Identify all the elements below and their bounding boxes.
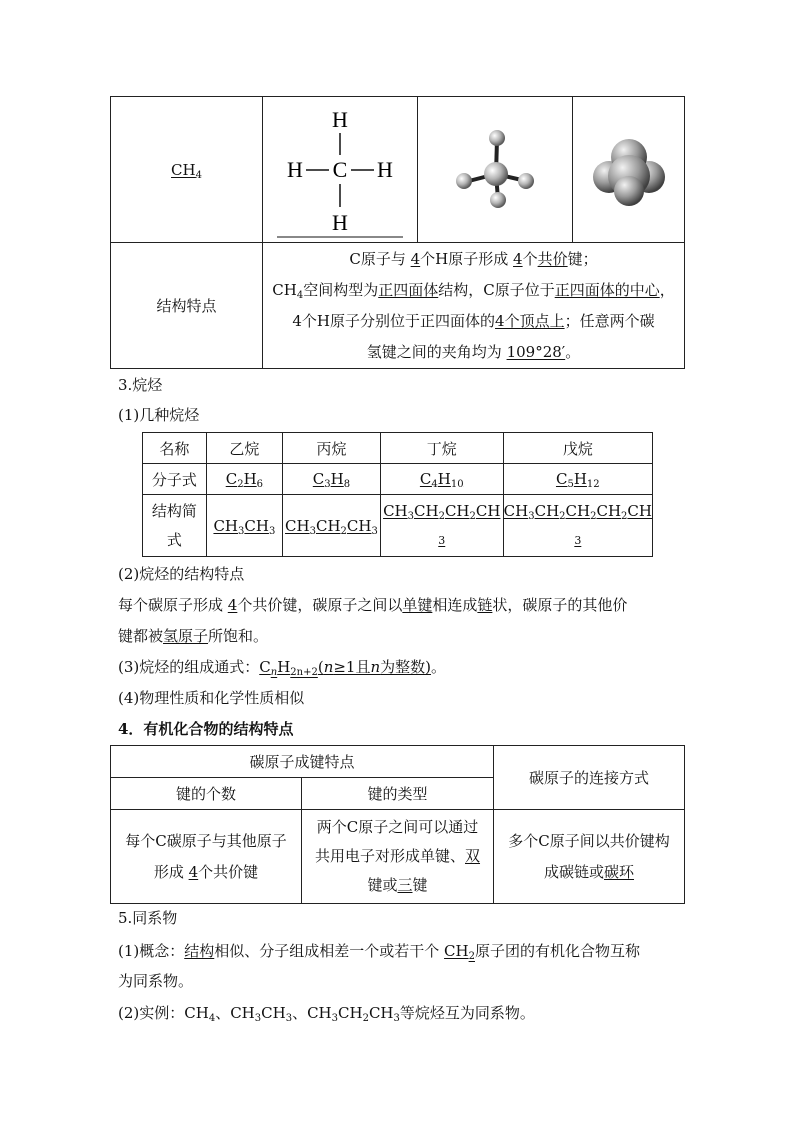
structure-line: C原子与 4个H原子形成 4个共价键； [349, 249, 598, 268]
section5-heading: 5.同系物 [118, 909, 178, 927]
alkane-header: 名称 [143, 433, 207, 464]
simple-formula: $CH_3CH_3$ [206, 495, 282, 557]
section3-sub2-line2: 键都被氢原子所饱和。 [118, 627, 269, 645]
molecular-formula: $C_5H_{12}$ [503, 464, 652, 495]
simple-formula: $CH_3CH_2CH_3$ [283, 495, 381, 557]
alkane-header: 丙烷 [283, 433, 381, 464]
methane-name: $CH_4$ [171, 160, 202, 181]
atom-h-bottom: H [332, 210, 348, 235]
ball-stick-model-cell [418, 97, 573, 243]
section3-heading: 3.烷烃 [118, 376, 163, 394]
structural-formula-cell [263, 97, 418, 243]
section5-concept-line1: (1)概念：结构相似、分子组成相差一个或若干个 $CH_2$原子团的有机化合物互称 [118, 942, 640, 962]
molecular-formula: $C_2H_6$ [206, 464, 282, 495]
simple-formula: $CH_3CH_2CH_2CH$ 3 [380, 495, 503, 557]
structure-line: 氢键之间的夹角均为 109°28′。 [366, 342, 581, 361]
structure-line: 4个H原子分别位于正四面体的4个顶点上；任意两个碳 [292, 311, 655, 330]
bond-count-cell: 每个C碳原子与其他原子 形成 4个共价键 [111, 810, 302, 904]
space-filling-model-cell [573, 97, 685, 243]
methane-structural-formula [263, 97, 417, 242]
structure-label: 结构特点 [156, 297, 217, 315]
alkane-header: 乙烷 [206, 433, 282, 464]
structure-desc-cell [263, 243, 685, 369]
structure-label-cell [111, 243, 263, 369]
section3-sub3: (3)烷烃的组成通式：$C_nH_{2n+2}(n\ge 1$且n为整数)。 [118, 658, 447, 678]
col3-header: 碳原子的连接方式 [494, 746, 685, 810]
sub-header: 键的类型 [302, 778, 494, 810]
bond-type-cell: 两个C原子之间可以通过 共用电子对形成单键、双 键或三键 [302, 810, 494, 904]
methane-name-cell [111, 97, 263, 243]
section5-concept-line2: 为同系物。 [118, 972, 194, 990]
atom-h-right: H [377, 157, 393, 182]
alkane-header: 戊烷 [503, 433, 652, 464]
sub-header: 键的个数 [111, 778, 302, 810]
molecular-formula: $C_4H_{10}$ [380, 464, 503, 495]
section4-heading: 4．有机化合物的结构特点 [118, 720, 294, 738]
atom-c: C [332, 157, 348, 182]
alkane-table [142, 432, 653, 557]
atom-h-left: H [287, 157, 303, 182]
section3-sub4: (4)物理性质和化学性质相似 [118, 689, 305, 707]
molecular-formula: $C_3H_8$ [283, 464, 381, 495]
atom-h-top: H [332, 107, 348, 132]
space-filling-model [573, 97, 684, 242]
simple-formula: $CH_3CH_2CH_2CH_2CH$ 3 [503, 495, 652, 557]
alkane-header: 丁烷 [380, 433, 503, 464]
methane-table [110, 96, 685, 369]
simple-label: 结构简 式 [143, 495, 207, 557]
group-header: 碳原子成键特点 [111, 746, 494, 778]
section3-sub2: (2)烷烃的结构特点 [118, 565, 245, 583]
formula-label: 分子式 [143, 464, 207, 495]
section3-sub2-line1: 每个碳原子形成 4个共价键，碳原子之间以单键相连成链状，碳原子的其他价 [118, 596, 628, 614]
ball-and-stick-model [418, 97, 572, 242]
carbon-bonding-table [110, 745, 685, 904]
section3-sub1: (1)几种烷烃 [118, 406, 200, 424]
structure-line: $CH_4$空间构型为正四面体结构，C原子位于正四面体的中心， [272, 280, 675, 301]
connection-cell: 多个C原子间以共价键构 成碳链或碳环 [494, 810, 685, 904]
section5-example: (2)实例：$CH_4$、$CH_3CH_3$、$CH_3CH_2CH_3$等烷烃互为同系物。 [118, 1004, 535, 1024]
